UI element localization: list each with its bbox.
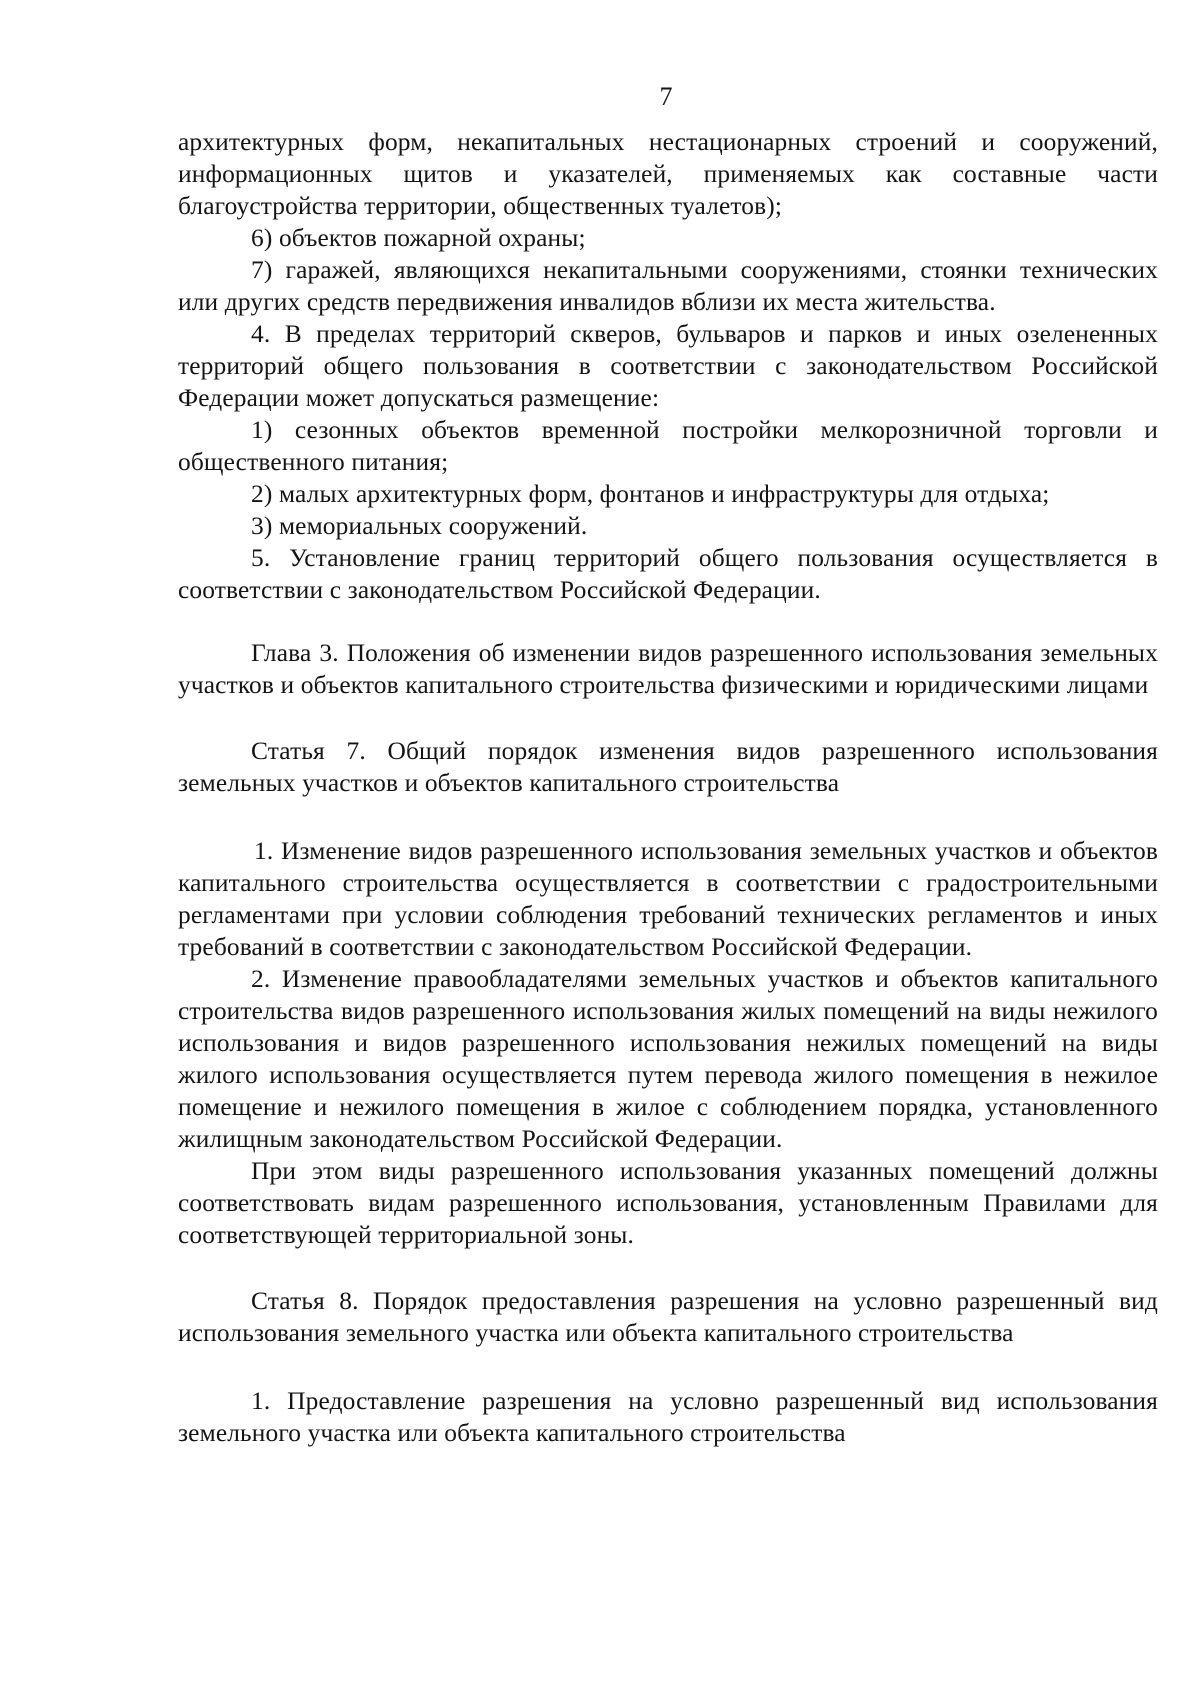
clause-4-item-3: 3) мемориальных сооружений. bbox=[251, 512, 588, 540]
article-7-clause-2-note: При этом виды разрешенного использования указанных помещений должны соответствовать видам разрешенного использования, установленным Правилами для соответствующей территориальной зоны. bbox=[178, 1157, 1158, 1249]
article-7-heading: Статья 7. Общий порядок изменения видов разрешенного использования земельных участков и объектов капитального строительства bbox=[178, 737, 1158, 797]
clause-5: 5. Установление границ территорий общего пользования осуществляется в соответствии с законодательством Российской Федерации. bbox=[178, 544, 1158, 604]
article-8-clause-1: 1. Предоставление разрешения на условно разрешенный вид использования земельного участка или объекта капитального строительства bbox=[178, 1387, 1158, 1447]
paragraph-continuation: архитектурных форм, некапитальных нестационарных строений и сооружений, информационных щитов и указателей, применяемых как составные части благоустройства территории, общественных туалетов); bbox=[178, 128, 1158, 220]
list-item-7: 7) гаражей, являющихся некапитальными сооружениями, стоянки технических или других средств передвижения инвалидов вблизи их места жительства. bbox=[178, 256, 1158, 316]
article-7-clause-2: 2. Изменение правообладателями земельных участков и объектов капитального строительства видов разрешенного использования жилых помещений на виды нежилого использования и видов разрешенного использования нежилых помещений на виды жилого использования осуществляется путем перевода жилого помещения в нежилое помещение и нежилого помещения в жилое с соблюдением порядка, установленного жилищным законодательством Российской Федерации. bbox=[178, 965, 1158, 1153]
list-item-6: 6) объектов пожарной охраны; bbox=[251, 224, 586, 252]
document-body bbox=[178, 126, 1158, 1449]
clause-4-item-1: 1) сезонных объектов временной постройки мелкорозничной торговли и общественного питания; bbox=[178, 416, 1158, 476]
clause-4-item-2: 2) малых архитектурных форм, фонтанов и инфраструктуры для отдыха; bbox=[251, 480, 1050, 508]
clause-4: 4. В пределах территорий скверов, бульваров и парков и иных озелененных территорий общего пользования в соответствии с законодательством Российской Федерации может допускаться размещение: bbox=[178, 320, 1158, 412]
article-8-heading: Статья 8. Порядок предоставления разрешения на условно разрешенный вид использования земельного участка или объекта капитального строительства bbox=[178, 1287, 1158, 1347]
chapter-3-heading: Глава 3. Положения об изменении видов разрешенного использования земельных участков и объектов капитального строительства физическими и юридическими лицами bbox=[178, 639, 1158, 699]
article-7-clause-1: 1. Изменение видов разрешенного использования земельных участков и объектов капитального строительства осуществляется в соответствии с градостроительными регламентами при условии соблюдения требований технических регламентов и иных требований в соответствии с законодательством Российской Федерации. bbox=[178, 837, 1158, 961]
page-number: 7 bbox=[659, 82, 673, 111]
